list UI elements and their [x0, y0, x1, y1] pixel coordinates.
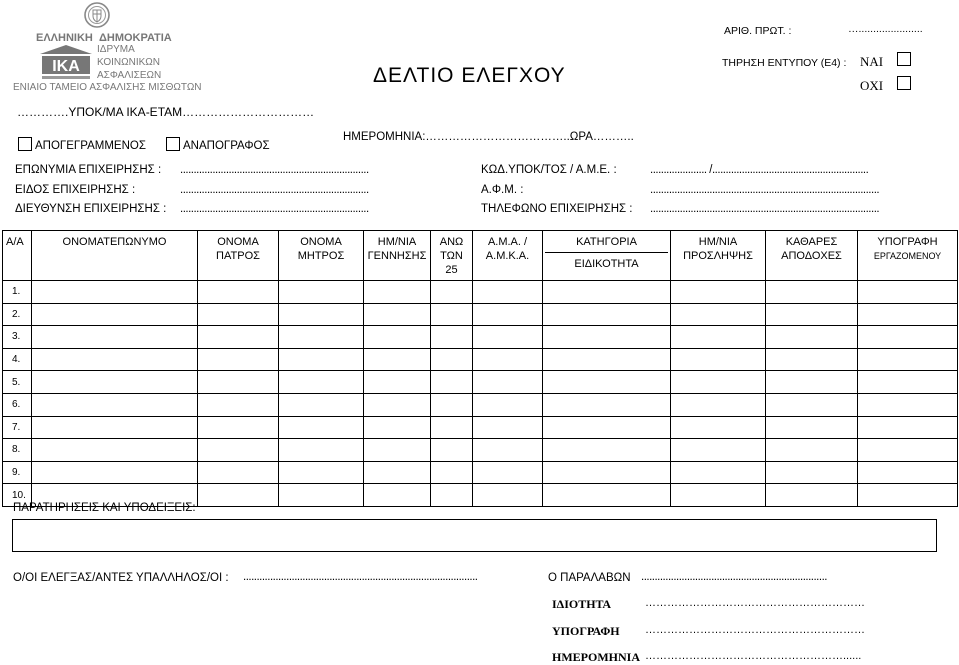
row-number: 1.: [3, 281, 32, 304]
table-row: [3, 393, 958, 416]
table-cell[interactable]: [766, 303, 858, 326]
table-cell[interactable]: [766, 484, 858, 507]
date-dots: ………………………………………………......: [645, 650, 862, 662]
yes-label: ΝΑΙ: [860, 54, 884, 69]
table-cell[interactable]: [198, 371, 279, 394]
table-cell[interactable]: [431, 439, 473, 462]
table-cell[interactable]: [32, 348, 198, 371]
row-number: 7.: [3, 416, 32, 439]
branch-line: ………….ΥΠΟΚ/ΜΑ ΙΚΑ-ΕΤΑΜ……………………………: [17, 105, 315, 119]
inspectors-label: Ο/ΟΙ ΕΛΕΓΞΑΣ/ΑΝΤΕΣ ΥΠΑΛΛΗΛΟΣ/ΟΙ :: [13, 572, 229, 584]
table-cell[interactable]: [543, 416, 671, 439]
table-cell[interactable]: [32, 326, 198, 349]
table-cell[interactable]: [279, 393, 364, 416]
afm-dots: .....................................................................................: [650, 184, 880, 196]
row-number: 3.: [3, 326, 32, 349]
logo-org-2: ΚΟΙΝΩΝΙΚΩΝ: [97, 57, 160, 68]
table-cell[interactable]: [473, 439, 543, 462]
table-cell[interactable]: [671, 281, 766, 304]
code-label: ΚΩΔ.ΥΠΟΚ/ΤΟΣ / Α.Μ.Ε. :: [481, 164, 617, 176]
table-cell[interactable]: [543, 281, 671, 304]
table-cell[interactable]: [32, 461, 198, 484]
table-row: [3, 348, 958, 371]
table-cell[interactable]: [364, 303, 431, 326]
date-label: ΗΜΕΡΟΜΗΝΙΑ: [552, 650, 640, 664]
table-cell[interactable]: [543, 326, 671, 349]
table-cell[interactable]: [32, 393, 198, 416]
table-cell[interactable]: [431, 348, 473, 371]
table-cell[interactable]: [198, 484, 279, 507]
inspectors-dots: .......................................................................................: [243, 571, 478, 583]
table-cell[interactable]: [473, 393, 543, 416]
phone-label: ΤΗΛΕΦΩΝΟ ΕΠΙΧΕΙΡΗΣΗΣ :: [481, 203, 633, 215]
table-row: [3, 326, 958, 349]
ika-logo-icon: [38, 44, 94, 80]
table-cell[interactable]: [364, 416, 431, 439]
header-ama: Α.Μ.Α. / Α.Μ.Κ.Α.: [473, 231, 543, 281]
table-cell[interactable]: [431, 393, 473, 416]
table-cell[interactable]: [766, 461, 858, 484]
business-type-label: ΕΙΔΟΣ ΕΠΙΧΕΙΡΗΣΗΣ :: [15, 184, 136, 196]
table-cell[interactable]: [671, 461, 766, 484]
table-cell[interactable]: [543, 371, 671, 394]
registered-checkbox[interactable]: [18, 137, 32, 151]
table-cell[interactable]: [543, 439, 671, 462]
capacity-label: ΙΔΙΟΤΗΤΑ: [552, 597, 612, 611]
table-cell[interactable]: [543, 303, 671, 326]
keep-form-label: ΤΗΡΗΣΗ ΕΝΤΥΠΟΥ (Ε4) :: [722, 57, 847, 69]
row-number: 2.: [3, 303, 32, 326]
business-name-dots: ......................................................................: [180, 164, 369, 176]
row-number: 5.: [3, 371, 32, 394]
table-cell[interactable]: [279, 348, 364, 371]
table-header-row: [3, 231, 958, 281]
table-cell[interactable]: [364, 484, 431, 507]
table-row: [3, 416, 958, 439]
yes-checkbox[interactable]: [897, 52, 911, 66]
business-name-label: ΕΠΩΝΥΜΙΑ ΕΠΙΧΕΙΡΗΣΗΣ :: [15, 164, 162, 176]
table-cell[interactable]: [473, 416, 543, 439]
table-cell[interactable]: [32, 416, 198, 439]
remarks-box[interactable]: [12, 519, 937, 552]
table-cell[interactable]: [279, 484, 364, 507]
business-address-label: ΔΙΕΥΘΥΝΣΗ ΕΠΙΧΕΙΡΗΣΗΣ :: [15, 203, 167, 215]
table-cell[interactable]: [543, 348, 671, 371]
table-cell[interactable]: [279, 281, 364, 304]
table-cell[interactable]: [32, 371, 198, 394]
table-cell[interactable]: [473, 281, 543, 304]
table-cell[interactable]: [543, 393, 671, 416]
table-cell[interactable]: [543, 461, 671, 484]
row-number: 10.: [3, 484, 32, 507]
table-cell[interactable]: [858, 326, 958, 349]
table-cell[interactable]: [766, 416, 858, 439]
svg-text:ΙΚΑ: ΙΚΑ: [52, 58, 80, 75]
table-cell[interactable]: [473, 326, 543, 349]
protocol-dots: …......................: [848, 23, 923, 35]
table-cell[interactable]: [198, 348, 279, 371]
table-cell[interactable]: [671, 484, 766, 507]
table-cell[interactable]: [431, 416, 473, 439]
table-cell[interactable]: [671, 416, 766, 439]
header-birthdate: ΗΜ/ΝΙΑ ΓΕΝΝΗΣΗΣ: [364, 231, 431, 281]
datetime-line: ΗΜΕΡΟΜΗΝΙΑ:………………………………..ΩΡΑ………..: [343, 131, 634, 143]
table-cell[interactable]: [32, 439, 198, 462]
table-cell[interactable]: [364, 393, 431, 416]
table-cell[interactable]: [671, 439, 766, 462]
phone-dots: .....................................................................................: [650, 203, 880, 215]
table-cell[interactable]: [279, 416, 364, 439]
table-row: [3, 303, 958, 326]
table-cell[interactable]: [766, 348, 858, 371]
logo-fund: ΕΝΙΑΙΟ ΤΑΜΕΙΟ ΑΣΦΑΛΙΣΗΣ ΜΙΣΘΩΤΩΝ: [13, 82, 202, 93]
table-cell[interactable]: [766, 393, 858, 416]
table-cell[interactable]: [473, 348, 543, 371]
table-cell[interactable]: [671, 303, 766, 326]
header-fullname: ΟΝΟΜΑΤΕΠΩΝΥΜΟ: [32, 231, 198, 281]
table-cell[interactable]: [858, 461, 958, 484]
table-row: [3, 281, 958, 304]
page-title: ΔΕΛΤΙΟ ΕΛΕΓΧΟΥ: [373, 64, 566, 87]
signature-dots: ……………………………………………………: [645, 624, 865, 636]
table-cell[interactable]: [364, 326, 431, 349]
table-cell[interactable]: [543, 484, 671, 507]
row-number: 8.: [3, 439, 32, 462]
table-row: [3, 461, 958, 484]
table-cell[interactable]: [473, 303, 543, 326]
table-cell[interactable]: [671, 371, 766, 394]
table-cell[interactable]: [198, 416, 279, 439]
table-cell[interactable]: [858, 348, 958, 371]
table-cell[interactable]: [858, 371, 958, 394]
table-cell[interactable]: [279, 326, 364, 349]
table-cell[interactable]: [431, 326, 473, 349]
header-signature: ΥΠΟΓΡΑΦΗ ΕΡΓΑΖΟΜΕΝΟΥ: [858, 231, 958, 281]
table-cell[interactable]: [766, 281, 858, 304]
table-cell[interactable]: [671, 326, 766, 349]
employee-table: [2, 230, 958, 507]
table-cell[interactable]: [431, 303, 473, 326]
table-cell[interactable]: [198, 461, 279, 484]
header-category: ΚΑΤΗΓΟΡΙΑ ΕΙΔΙΚΟΤΗΤΑ: [543, 231, 671, 281]
table-cell[interactable]: [431, 484, 473, 507]
table-cell[interactable]: [364, 281, 431, 304]
table-cell[interactable]: [473, 484, 543, 507]
table-cell[interactable]: [473, 371, 543, 394]
table-cell[interactable]: [198, 303, 279, 326]
table-cell[interactable]: [279, 371, 364, 394]
table-cell[interactable]: [766, 326, 858, 349]
table-cell[interactable]: [279, 439, 364, 462]
no-label: ΟΧΙ: [860, 78, 884, 93]
table-cell[interactable]: [858, 484, 958, 507]
table-cell[interactable]: [858, 439, 958, 462]
code-dots: ..................... /..........................................................: [650, 164, 869, 176]
table-cell[interactable]: [364, 348, 431, 371]
table-cell[interactable]: [364, 439, 431, 462]
afm-label: Α.Φ.Μ. :: [481, 184, 524, 196]
registered-label: ΑΠΟΓΕΓΡΑΜΜΕΝΟΣ: [35, 140, 146, 152]
business-address-dots: ......................................................................: [180, 203, 369, 215]
table-cell[interactable]: [431, 461, 473, 484]
capacity-dots: ……………………………………………………: [645, 597, 865, 609]
table-cell[interactable]: [858, 393, 958, 416]
table-cell[interactable]: [279, 303, 364, 326]
unregistered-label: ΑΝΑΠΟΓΡΑΦΟΣ: [183, 140, 270, 152]
table-cell[interactable]: [32, 281, 198, 304]
table-cell[interactable]: [858, 303, 958, 326]
table-cell[interactable]: [32, 303, 198, 326]
coat-of-arms-icon: [84, 1, 110, 29]
table-row: [3, 371, 958, 394]
header-mother: ΟΝΟΜΑ ΜΗΤΡΟΣ: [279, 231, 364, 281]
header-father: ΟΝΟΜΑ ΠΑΤΡΟΣ: [198, 231, 279, 281]
receiver-dots: .....................................................................: [641, 571, 827, 583]
table-cell[interactable]: [671, 393, 766, 416]
table-cell[interactable]: [431, 371, 473, 394]
row-number: 6.: [3, 393, 32, 416]
table-row: [3, 439, 958, 462]
header-aa: Α/Α: [3, 231, 32, 281]
business-type-dots: ......................................................................: [180, 184, 369, 196]
no-checkbox[interactable]: [897, 76, 911, 90]
table-cell[interactable]: [198, 326, 279, 349]
table-cell[interactable]: [858, 416, 958, 439]
table-cell[interactable]: [858, 281, 958, 304]
table-cell[interactable]: [198, 439, 279, 462]
table-cell[interactable]: [473, 461, 543, 484]
table-cell[interactable]: [364, 461, 431, 484]
logo-org-3: ΑΣΦΑΛΙΣΕΩΝ: [97, 70, 162, 81]
table-cell[interactable]: [766, 439, 858, 462]
header-net-pay: ΚΑΘΑΡΕΣ ΑΠΟΔΟΧΕΣ: [766, 231, 858, 281]
header-hire-date: ΗΜ/ΝΙΑ ΠΡΟΣΛΗΨΗΣ: [671, 231, 766, 281]
table-cell[interactable]: [671, 348, 766, 371]
remarks-label: ΠΑΡΑΤΗΡΗΣΕΙΣ ΚΑΙ ΥΠΟΔΕΙΞΕΙΣ:: [13, 502, 196, 514]
table-cell[interactable]: [364, 371, 431, 394]
receiver-label: Ο ΠΑΡΑΛΑΒΩΝ: [548, 572, 631, 584]
protocol-label: ΑΡΙΘ. ΠΡΩΤ. :: [724, 25, 792, 37]
logo-org-1: ΙΔΡΥΜΑ: [97, 44, 135, 55]
unregistered-checkbox[interactable]: [166, 137, 180, 151]
table-cell[interactable]: [198, 281, 279, 304]
row-number: 9.: [3, 461, 32, 484]
logo-republic: ΕΛΛΗΝΙΚΗ ΔΗΜΟΚΡΑΤΙΑ: [36, 32, 172, 44]
table-cell[interactable]: [279, 461, 364, 484]
table-cell[interactable]: [766, 371, 858, 394]
row-number: 4.: [3, 348, 32, 371]
header-over25: ΑΝΩ ΤΩΝ 25: [431, 231, 473, 281]
table-cell[interactable]: [431, 281, 473, 304]
signature-label: ΥΠΟΓΡΑΦΗ: [552, 624, 620, 638]
table-cell[interactable]: [198, 393, 279, 416]
